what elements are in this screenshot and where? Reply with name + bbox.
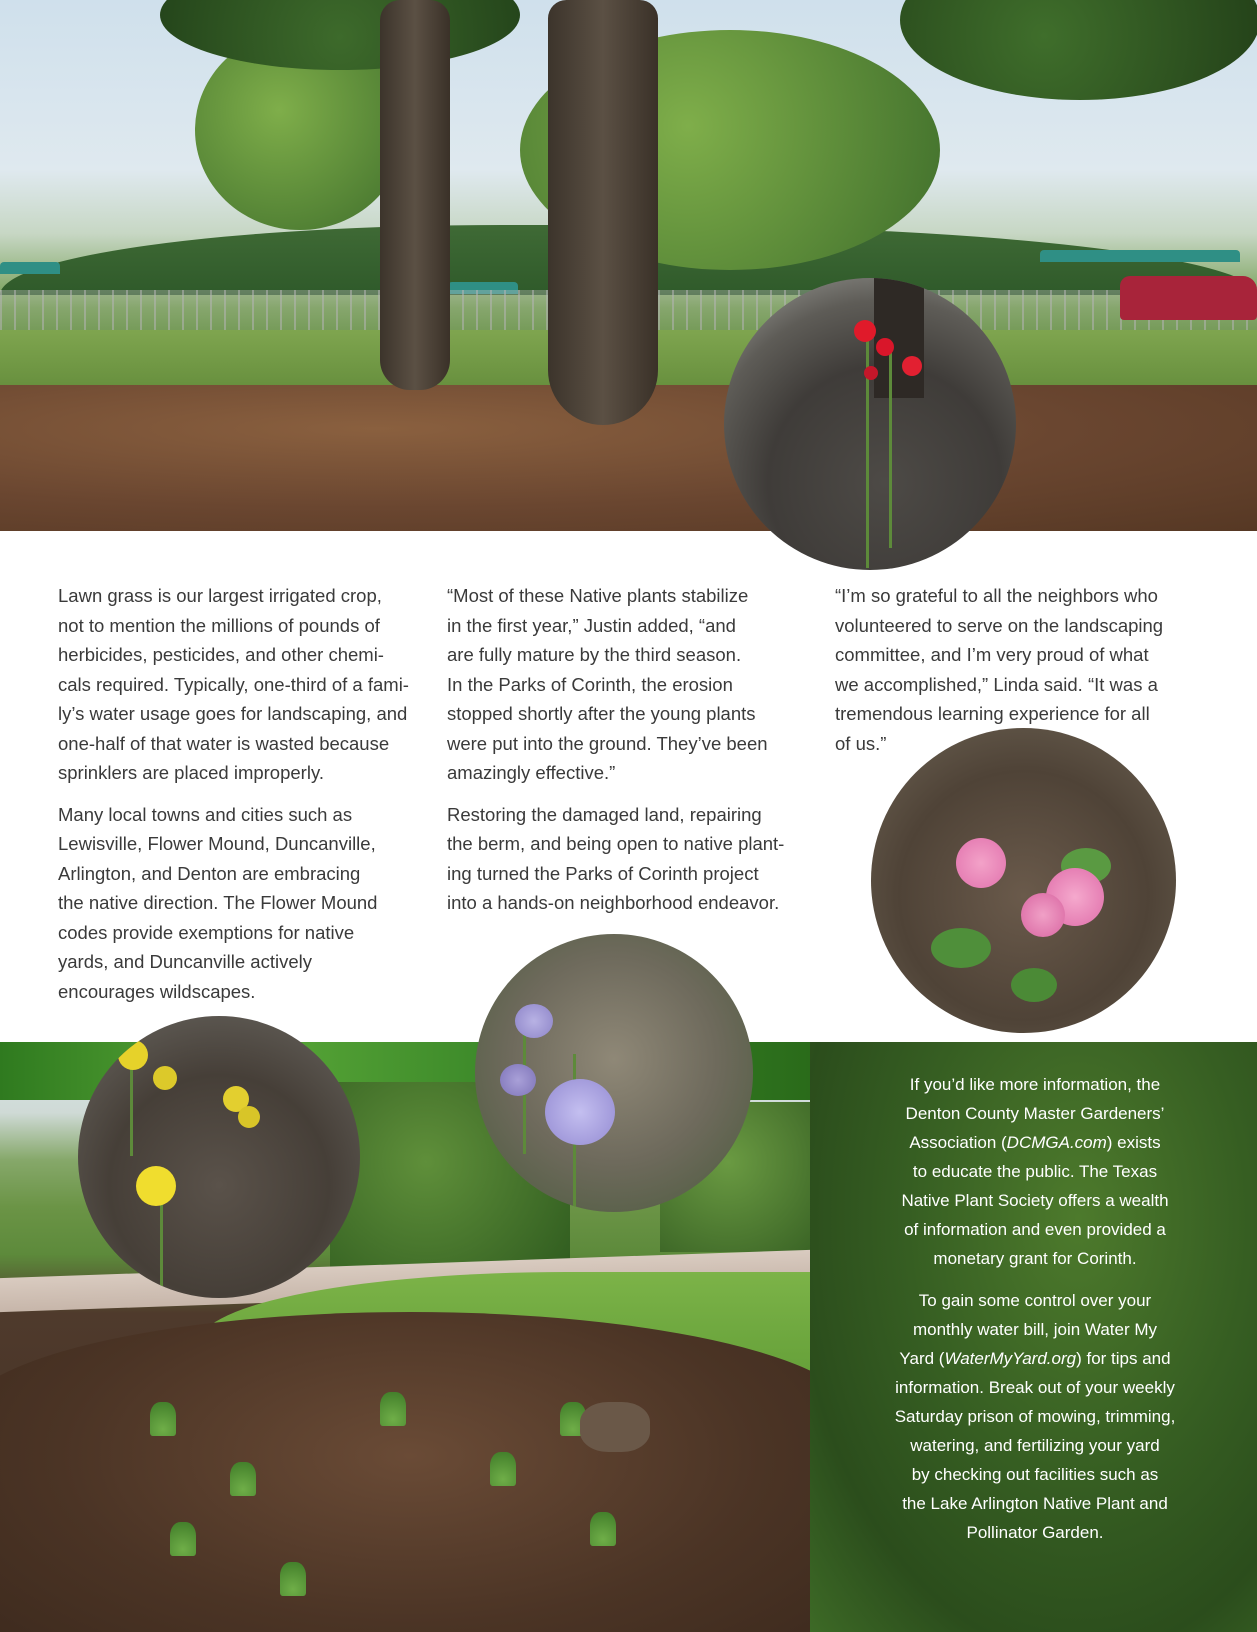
info-panel [810,1042,1257,1632]
c1-red-flower-3 [902,356,922,376]
hero-trunk-left [380,0,450,390]
hero-canopy-topright [900,0,1257,100]
c1-stem [866,328,869,568]
c3-purple-flower-1 [515,1004,553,1038]
info-panel-p2-text-b: ) for tips and information. Break out of your weekly Saturday prison of mowing, trimming, watering, and fertilizing your yard by checking out facilities such as the Lake Arlington Native Plant and Pollinator Garden. [894,1349,1176,1542]
hero-park-photo [0,0,1257,531]
bottom-plant-2 [230,1462,256,1496]
bottom-plant-6 [170,1522,196,1556]
photo-yellow-flowers [78,1016,360,1298]
watermyyard-link: WaterMyYard.org [944,1349,1077,1368]
c4-yellow-flower-4 [238,1106,260,1128]
info-panel-paragraph-2 [840,1286,1230,1547]
bottom-plant-8 [590,1512,616,1546]
bottom-mulch [0,1312,810,1632]
photo-pink-oxalis [871,728,1176,1033]
c3-purple-flower-2 [500,1064,536,1096]
dcmga-link: DCMGA.com [1006,1133,1107,1152]
column-2 [447,581,817,930]
bottom-plant-3 [380,1392,406,1426]
c2-pink-flower-1 [956,838,1006,888]
column-1 [58,581,418,1018]
c2-pink-flower-3 [1021,893,1065,937]
info-panel-p2-text-a: To gain some control over your monthly water bill, join Water My Yard ( [899,1291,1158,1368]
column-2-paragraph-1: “Most of these Native plants stabilize in the first year,” Justin added, “and are fully mature by the third season. In the Parks of Corinth, the erosion stopped shortly after the young plants were put into the ground. They’ve been amazingly effective.” [447,585,768,783]
c1-red-flower-1 [854,320,876,342]
photo-red-salvia [724,278,1016,570]
c1-red-flower-4 [864,366,878,380]
info-panel-paragraph-1 [840,1070,1230,1273]
c2-leaf-3 [1011,968,1057,1002]
hero-pavilion-left [0,262,60,274]
c4-yellow-flower-2 [153,1066,177,1090]
c3-purple-flower-3 [545,1079,615,1145]
column-1-paragraph-1: Lawn grass is our largest irrigated crop, not to mention the millions of pounds of herbicides, pesticides, and other chemi- cals required. Typically, one-third of a fami- ly’s water usage goes for landscaping, and one-half of that water is wasted because sprinklers are placed improperly. [58,585,409,783]
c4-yellow-flower-5 [136,1166,176,1206]
c4-yellow-flower-1 [118,1040,148,1070]
c1-red-flower-2 [876,338,894,356]
column-1-paragraph-2: Many local towns and cities such as Lewisville, Flower Mound, Duncanville, Arlington, and Denton are embracing the native direction. The Flower Mound codes provide exemptions for native yards, and Duncanville actively encourages wildscapes. [58,803,378,1002]
bottom-plant-4 [490,1452,516,1486]
hero-pavilion-right [1040,250,1240,262]
bottom-plant-7 [280,1562,306,1596]
column-2-paragraph-2: Restoring the damaged land, repairing the berm, and being open to native plant- ing turned the Parks of Corinth project into a hands-on neighborhood endeavor. [447,803,785,913]
column-3-paragraph-1: “I’m so grateful to all the neighbors who volunteered to serve on the landscaping committee, and I’m very proud of what we accomplished,” Linda said. “It was a tremendous learning experience for all of us.” [835,585,1164,754]
c2-leaf-1 [931,928,991,968]
bottom-rock [580,1402,650,1452]
bottom-plant-1 [150,1402,176,1436]
hero-red-car [1120,276,1257,320]
c1-stem-2 [889,348,892,548]
photo-purple-flowers [475,934,753,1212]
hero-canopy-topleft [160,0,520,70]
info-panel-p1-text-a: If you’d like more information, the Denton County Master Gardeners’ Association ( [905,1075,1165,1152]
info-panel-p1-text-b: ) exists to educate the public. The Texas Native Plant Society offers a wealth of information and even provided a monetary grant for Corinth. [901,1133,1169,1268]
hero-trunk-center [548,0,658,425]
info-panel-text [840,1070,1230,1560]
